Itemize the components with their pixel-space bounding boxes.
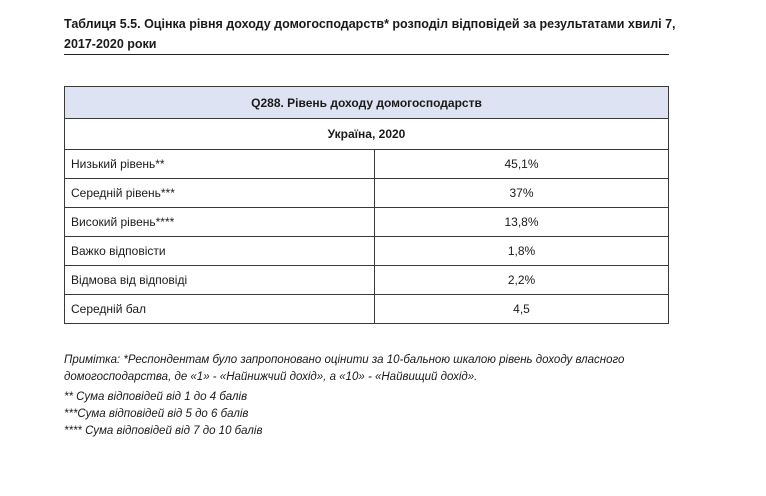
row-label: Високий рівень**** (65, 208, 375, 237)
row-value: 13,8% (375, 208, 669, 237)
table-row (65, 237, 669, 266)
table-row (65, 295, 669, 324)
row-label: Низький рівень** (65, 150, 375, 179)
table-row (65, 208, 669, 237)
income-table (64, 86, 669, 324)
row-value: 37% (375, 179, 669, 208)
table-note: Примітка: *Респондентам було запропоновано оцінити за 10-бальною шкалою рівень доходу власного домогосподарства, де «1» - «Найнижчий дохід», а «10» - «Найвищий дохід». (64, 354, 625, 383)
table-row (65, 179, 669, 208)
row-label: Середній рівень*** (65, 179, 375, 208)
footnote: ***Сума відповідей від 5 до 6 балів (64, 408, 249, 420)
table-row (65, 150, 669, 179)
row-label: Відмова від відповіді (65, 266, 375, 295)
row-value: 4,5 (375, 295, 669, 324)
table-title: Таблиця 5.5. Оцінка рівня доходу домогосподарств* розподіл відповідей за результатами хвилі 7, 2017-2020 роки (64, 17, 676, 51)
table-subheader-row (65, 119, 669, 150)
row-value: 45,1% (375, 150, 669, 179)
table-subheader: Україна, 2020 (65, 119, 669, 150)
row-value: 2,2% (375, 266, 669, 295)
row-label: Середній бал (65, 295, 375, 324)
footnote: ** Сума відповідей від 1 до 4 балів (64, 391, 248, 403)
table-header-row (65, 87, 669, 119)
title-divider (64, 54, 669, 55)
row-value: 1,8% (375, 237, 669, 266)
row-label: Важко відповісти (65, 237, 375, 266)
footnote: **** Сума відповідей від 7 до 10 балів (64, 425, 263, 437)
table-header: Q288. Рівень доходу домогосподарств (65, 87, 669, 119)
table-row (65, 266, 669, 295)
